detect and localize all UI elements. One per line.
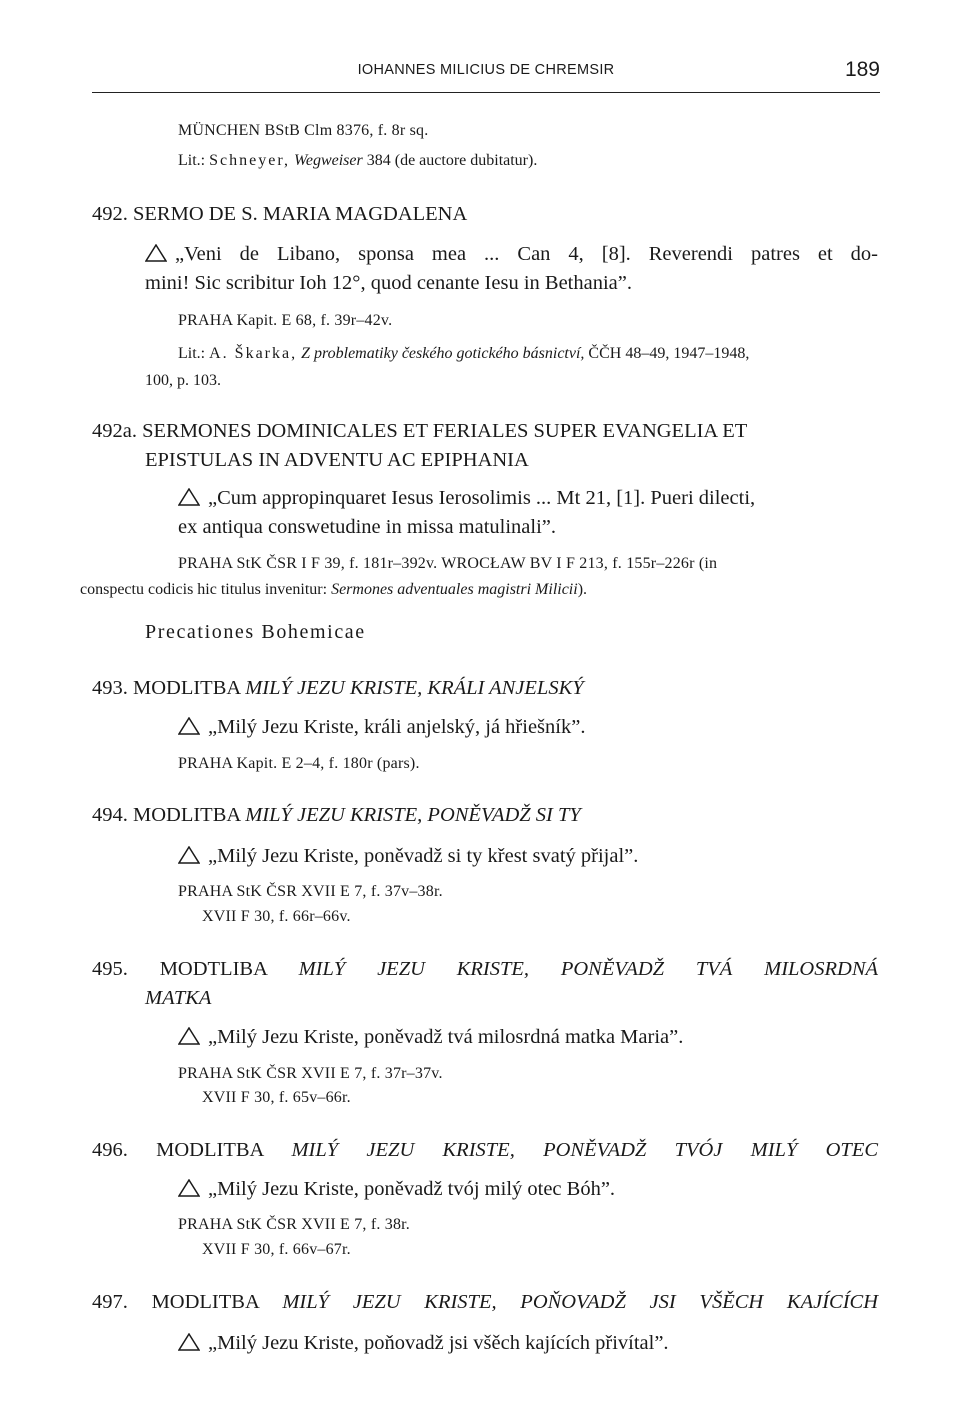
entry-492-incipit: „Veni de Libano, sponsa mea ... Can 4, [8]. Reverendi patres et do- (145, 243, 878, 266)
entry-492-literature: Lit.: A. Škarka, Z problematiky českého gotického básnictví, ČČH 48–49, 1947–1948, (178, 345, 750, 362)
entry-492a-manuscript-cont: conspectu codicis hic titulus invenitur: Sermones adventuales magistri Milicii). (80, 581, 588, 598)
entry-number: 492. (92, 203, 128, 225)
header-rule (92, 92, 880, 93)
entry-492a-incipit: „Cum appropinquaret Iesus Ierosolimis ... Mt 21, [1]. Pueri dilecti, (178, 487, 755, 510)
entry-493-manuscript: PRAHA Kapit. E 2–4, f. 180r (pars). (178, 755, 420, 772)
entry-496-manuscript-2: XVII F 30, f. 66v–67r. (202, 1241, 351, 1258)
entry-495-heading-cont: MATKA (145, 987, 212, 1009)
literature-reference: Lit.: Schneyer, Wegweiser 384 (de auctore dubitatur). (178, 152, 538, 169)
entry-number: 492a. (92, 420, 137, 442)
entry-497-heading: 497. MODLITBA MILÝ JEZU KRISTE, POŇOVADŽ JSI VŠĚCH KAJÍCÍCH (92, 1291, 878, 1313)
section-heading: Precationes Bohemicae (145, 621, 366, 643)
entry-492a-heading-cont: EPISTULAS IN ADVENTU AC EPIPHANIA (145, 449, 529, 471)
entry-492a-manuscript: PRAHA StK ČSR I F 39, f. 181r–392v. WROCŁAW BV I F 213, f. 155r–226r (in (178, 555, 718, 572)
entry-492-manuscript: PRAHA Kapit. E 68, f. 39r–42v. (178, 312, 393, 329)
entry-title: SERMONES DOMINICALES ET FERIALES SUPER EVANGELIA ET (142, 420, 748, 442)
incipit-triangle-icon (178, 1179, 200, 1197)
entry-496-incipit: „Milý Jezu Kriste, poněvadž tvój milý otec Bóh”. (178, 1178, 615, 1201)
page-number: 189 (844, 58, 880, 81)
entry-495-heading: 495. MODTLIBA MILÝ JEZU KRISTE, PONĚVADŽ TVÁ MILOSRDNÁ (92, 958, 879, 980)
entry-492-heading (92, 203, 467, 226)
entry-496-manuscript: PRAHA StK ČSR XVII E 7, f. 38r. (178, 1216, 411, 1233)
incipit-triangle-icon (178, 488, 200, 506)
entry-492-incipit-cont: mini! Sic scribitur Ioh 12°, quod cenante Iesu in Bethania”. (145, 272, 632, 294)
incipit-triangle-icon (178, 846, 200, 864)
incipit-triangle-icon (178, 1333, 200, 1351)
manuscript-reference: MÜNCHEN BStB Clm 8376, f. 8r sq. (178, 122, 429, 139)
incipit-triangle-icon (178, 717, 200, 735)
incipit-triangle-icon (145, 244, 167, 262)
entry-494-manuscript: PRAHA StK ČSR XVII E 7, f. 37v–38r. (178, 883, 443, 900)
page-header (92, 58, 880, 90)
entry-495-manuscript: PRAHA StK ČSR XVII E 7, f. 37r–37v. (178, 1065, 443, 1082)
entry-492a-incipit-cont: ex antiqua conswetudine in missa matulinali”. (178, 516, 557, 538)
entry-497-incipit: „Milý Jezu Kriste, poňovadž jsi všěch kajících přivítal”. (178, 1332, 669, 1355)
entry-title: SERMO DE S. MARIA MAGDALENA (133, 203, 468, 225)
entry-492-literature-cont: 100, p. 103. (145, 372, 221, 389)
entry-493-incipit: „Milý Jezu Kriste, králi anjelský, já hřiešník”. (178, 716, 585, 739)
entry-495-manuscript-2: XVII F 30, f. 65v–66r. (202, 1089, 351, 1106)
running-title: IOHANNES MILICIUS DE CHREMSIR (357, 62, 615, 78)
entry-492a-heading (92, 420, 747, 443)
entry-494-manuscript-2: XVII F 30, f. 66r–66v. (202, 908, 351, 925)
entry-495-incipit: „Milý Jezu Kriste, poněvadž tvá milosrdná matka Maria”. (178, 1026, 683, 1049)
entry-494-heading: 494. MODLITBA MILÝ JEZU KRISTE, PONĚVADŽ SI TY (92, 804, 581, 826)
entry-493-heading: 493. MODLITBA MILÝ JEZU KRISTE, KRÁLI ANJELSKÝ (92, 677, 584, 699)
entry-496-heading: 496. MODLITBA MILÝ JEZU KRISTE, PONĚVADŽ TVÓJ MILÝ OTEC (92, 1139, 879, 1161)
incipit-triangle-icon (178, 1027, 200, 1045)
entry-494-incipit: „Milý Jezu Kriste, poněvadž si ty křest svatý přijal”. (178, 845, 638, 868)
